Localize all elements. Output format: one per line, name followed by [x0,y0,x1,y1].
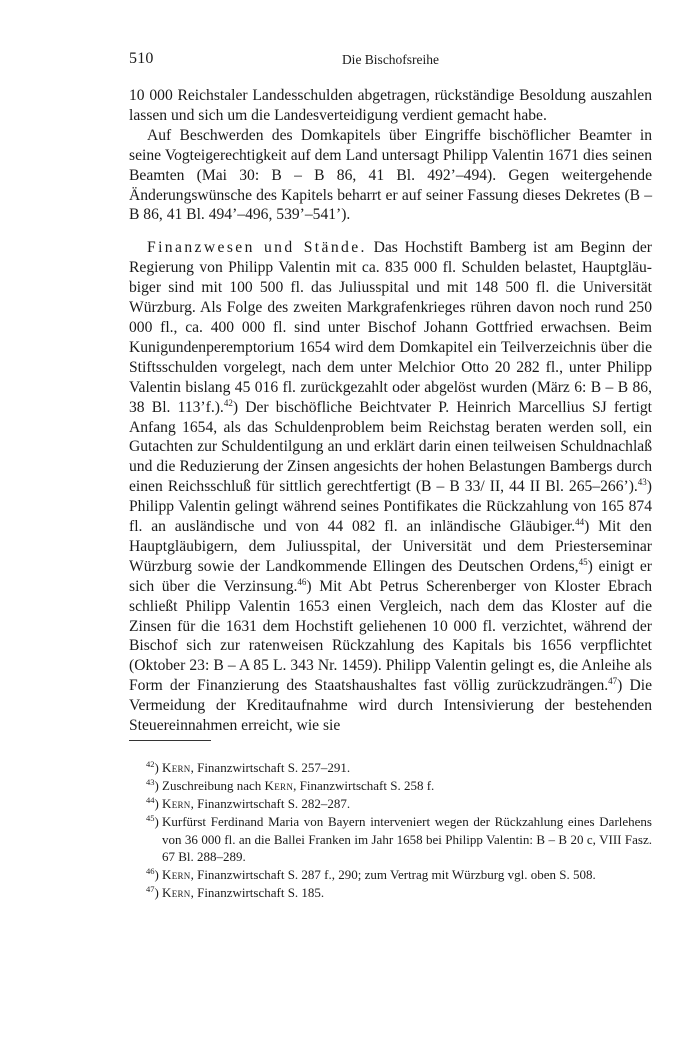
footnote-text: , Finanzwirtschaft S. 287 f., 290; zum Vertrag mit Würzburg vgl. oben S. 508. [190,867,596,882]
footnote-ref: 44 [575,517,585,528]
footnote-text: , Finanzwirtschaft S. 257–291. [190,760,351,775]
footnote: $^{43}$) Zuschreibung nach Kern, Finanzwirtschaft S. 258 f. [146,777,435,793]
footnote-number: 47 [146,884,155,894]
footnote-author: Kern [264,778,294,793]
footnote-ref: 42 [223,397,233,408]
text-segment: ) Die Vermeidung der Kreditaufnahme wird durch Intensivierung der bestehenden Steuereinnahmen erreicht, wie sie [129,677,652,735]
text-segment: ) einigt er sich über die Verzinsung. [129,557,652,595]
text-segment: ) Mit den Hauptgläubigern, dem Juliusspital, der Universität und dem Priesterseminar Würzburg sowie der Landkommende Ellingen des Deutschen Ordens, [129,518,652,575]
footnote-number: 46 [146,866,155,876]
footnote-text: , Finanzwirtschaft S. 185. [190,885,325,900]
footnote: $^{44}$) Kern, Finanzwirtschaft S. 282–287. [146,795,351,811]
footnote-author: Kern [162,796,191,811]
footnote-text: , Finanzwirtschaft S. 258 f. [293,778,435,793]
text-segment: ) Philipp Valentin gelingt während seines Pontifikates die Rückzahlung von 165 874 fl. an ausländische und von 44 082 fl. an inländische Gläubiger. [129,478,652,536]
footnote-number: 45 [146,813,155,823]
footnote-separator [129,740,211,741]
footnote: $^{45}$) Kurfürst Ferdinand Maria von Bayern interveniert wegen der Rückzahlung eines Darlehens von 36 000 fl. an die Ballei Franken im Jahr 1658 bei Philipp Valentin: B – B 20 c, VIII Fasz. 67 Bl. 288–289. [146,813,652,864]
text-segment: Das Hochstift Bamberg ist am Beginn der Regierung von Philipp Valentin mit ca. 835 000 fl. Schulden belastet, Hauptgläubiger sind mit 100 500 fl. das Juliusspital und mit 148 500 fl. die Universität Würzburg. Als Folge des zweiten Markgrafenkrieges rühren davon noch rund 250 000 fl., ca. 400 000 fl. sind unter Bischof Johann Gottfried erwachsen. Beim Kunigundenperemptorium 1654 wird dem Domkapitel ein Teilverzeichnis über die Stiftsschulden vorgelegt, nach dem unter Melchior Otto 20 282 fl., unter Philipp Valentin bislang 45 016 fl. zurückgezahlt oder abgelöst wurden (März 6: B – B 86, 38 Bl. 113’f.). [129,239,652,416]
running-head: Die Bischofsreihe [341,52,440,67]
paragraph-finanzwesen [129,238,652,736]
footnote-ref: 43 [637,477,647,488]
footnote-ref: 47 [608,676,618,687]
section-heading: Finanzwesen und Stände. [147,239,367,257]
text-segment: ) Mit Abt Petrus Scherenberger von Kloster Ebrach schließt Philipp Valentin 1653 einen Vergleich, nach dem das Kloster auf die Zinsen für die 1631 dem Hochstift geliehenen 10 000 fl. verzichtet, während der Bischof sich zur ratenweisen Rückzahlung des Kapitals bis 1656 verpflichtet (Oktober 23: B – A 85 L. 343 Nr. 1459). Philipp Valentin gelingt es, die Anleihe als Form der Finanzierung des Staatshaushaltes fast völlig zurückzudrängen. [129,577,652,695]
footnote-ref: 46 [297,576,307,587]
text-segment: ) Der bischöfliche Beichtvater P. Heinrich Marcellius SJ fertigt Anfang 1654, als das Schuldenproblem beim Reichstag beraten werden soll, ein Gutachten zur Schuldentilgung an und erklärt darin einen teilweisen Schuldnachlaß und die Reduzierung der Zinsen angesichts der hohen Belastungen Bambergs durch einen Reichsschluß für sittlich gerechtfertigt (B – B 33/ II, 44 II Bl. 265–266’). [129,398,652,496]
footnote-number: 44 [146,795,155,805]
footnote-number: 43 [146,777,155,787]
footnote-author: Kern [162,867,191,882]
footnote-number: 42 [146,759,155,769]
footnote: $^{46}$) Kern, Finanzwirtschaft S. 287 f., 290; zum Vertrag mit Würzburg vgl. oben S. 508. [146,866,596,882]
footnote-ref: 45 [578,556,588,567]
footnote-author: Kern [162,760,191,775]
footnote: $^{42}$) Kern, Finanzwirtschaft S. 257–291. [146,759,351,775]
paragraph-1: 10 000 Reichstaler Landesschulden abgetragen, rückständige Besoldung auszahlen lassen und sich um die Landesverteidigung verdient gemacht habe. [129,87,652,124]
body-text [129,86,652,736]
page-number: 510 [129,50,154,67]
footnotes [129,759,652,902]
paragraph-2: Auf Beschwerden des Domkapitels über Eingriffe bischöflicher Beamter in seine Vogteigerechtigkeit auf dem Land untersagt Philipp Valentin 1671 dies seinen Beamten (Mai 30: B – B 86, 41 Bl. 492’–494). Gegen weitergehende Änderungswünsche des Kapitels beharrt er auf seiner Fassung dieses Dekretes (B – B 86, 41 Bl. 494’–496, 539’–541’). [129,126,652,224]
footnote-text: , Finanzwirtschaft S. 282–287. [190,796,351,811]
footnote-text: Kurfürst Ferdinand Maria von Bayern interveniert wegen der Rückzahlung eines Darlehens von 36 000 fl. an die Ballei Franken im Jahr 1658 bei Philipp Valentin: B – B 20 c, VIII Fasz. 67 Bl. 288–289. [162,814,652,864]
page-header [129,50,652,72]
footnote-text: Zuschreibung nach [162,778,265,793]
footnote-author: Kern [162,885,191,900]
footnote: $^{47}$) Kern, Finanzwirtschaft S. 185. [146,884,325,900]
